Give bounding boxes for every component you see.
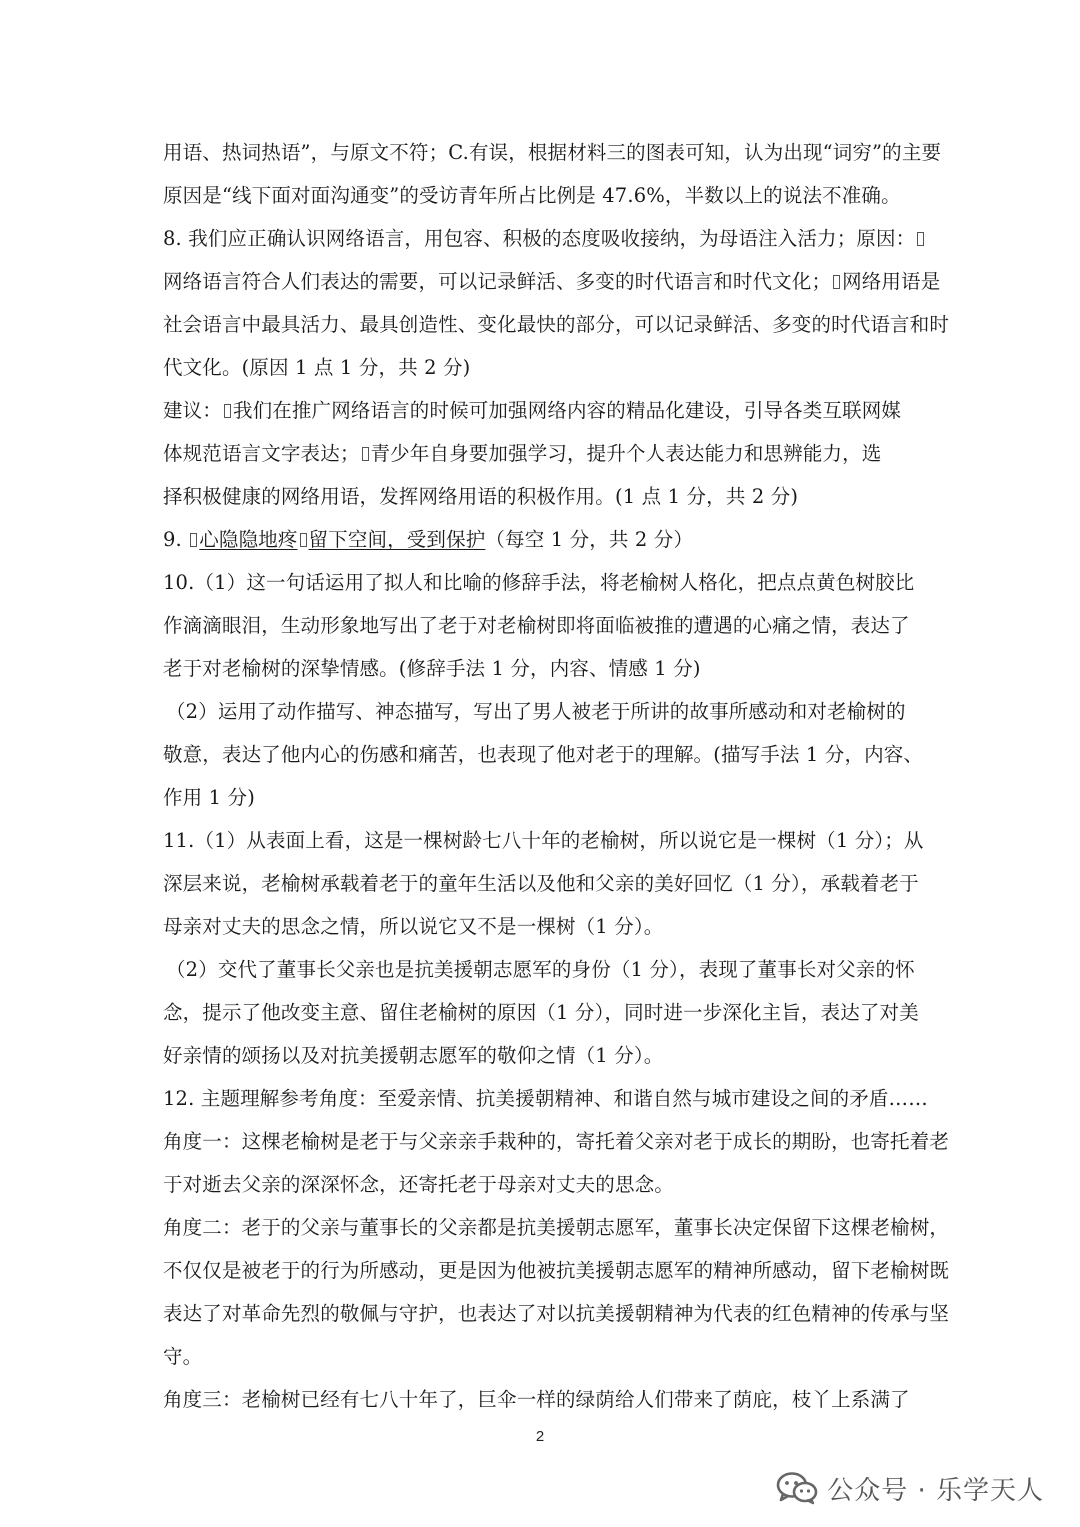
line-segment: 9. — [163, 528, 189, 551]
text-line: （2）运用了动作描写、神态描写，写出了男人被老于所讲的故事所感动和对老榆树的 — [166, 700, 906, 723]
wechat-icon — [775, 1471, 819, 1505]
text-line: 敬意，表达了他内心的伤感和痛苦，也表现了他对老于的理解。(描写手法 1 分，内容、 — [163, 743, 924, 766]
line-segment: 青少年自身要加强学习，提升个人表达能力和思辨能力，选 — [370, 442, 882, 465]
page-number: 2 — [535, 1428, 545, 1445]
text-line: 11.（1）从表面上看，这是一棵树龄七八十年的老榆树，所以说它是一棵树（1 分）；从 — [163, 829, 924, 852]
line-segment: 网络用语是 — [842, 270, 941, 293]
text-line: 深层来说，老榆树承载着老于的童年生活以及他和父亲的美好回忆（1 分），承载着老于 — [163, 872, 919, 895]
text-line: 于对逝去父亲的深深怀念，还寄托老于母亲对丈夫的思念。 — [163, 1173, 674, 1196]
text-line — [163, 226, 923, 252]
line-segment: （每空 1 分，共 2 分） — [485, 528, 694, 551]
text-line: 10.（1）这一句话运用了拟人和比喻的修辞手法，将老榆树人格化，把点点黄色树胶比 — [163, 571, 915, 594]
line-segment: 建议： — [163, 399, 222, 422]
text-line: 社会语言中最具活力、最具创造性、变化最快的部分，可以记录鲜活、多变的时代语言和时 — [163, 313, 950, 336]
text-line: 老于对老榆树的深挚情感。(修辞手法 1 分，内容、情感 1 分) — [163, 657, 701, 680]
text-line — [163, 398, 923, 424]
text-line: 作滴滴眼泪，生动形象地写出了老于对老榆树即将面临被推的遭遇的心痛之情，表达了 — [163, 614, 910, 637]
placeholder-box — [190, 533, 197, 547]
text-line: 角度一：这棵老榆树是老于与父亲亲手栽种的，寄托着父亲对老于成长的期盼，也寄托着老 — [163, 1130, 950, 1153]
placeholder-box — [917, 232, 924, 246]
line-segment: 我们在推广网络语言的时候可加强网络内容的精品化建设，引导各类互联网媒 — [232, 399, 902, 422]
answer-8-text: 8. 我们应正确认识网络语言，用包容、积极的态度吸收接纳，为母语注入活力；原因： — [163, 227, 916, 250]
text-line: 角度三：老榆树已经有七八十年了，巨伞一样的绿荫给人们带来了荫庇，枝丫上系满了 — [163, 1388, 910, 1411]
text-line: 用语、热词热语”，与原文不符；C.有误，根据材料三的图表可知，认为出现“词穷”的主要 — [163, 141, 942, 164]
text-line: （2）交代了董事长父亲也是抗美援朝志愿军的身份（1 分），表现了董事长对父亲的怀 — [166, 958, 915, 981]
answer-9-blank-1: 心隐隐地疼 — [199, 528, 298, 551]
text-line: 守。 — [163, 1345, 203, 1368]
text-line — [163, 527, 923, 553]
placeholder-box — [362, 447, 369, 461]
watermark-text: 公众号 · 乐学天人 — [827, 1475, 1044, 1506]
placeholder-box — [224, 404, 231, 418]
text-line — [163, 269, 941, 295]
text-line: 作用 1 分) — [163, 786, 255, 809]
answer-9-blank-2: 留下空间，受到保护 — [308, 528, 486, 551]
text-line: 原因是“线下面对面沟通变”的受访青年所占比例是 47.6%，半数以上的说法不准确。 — [163, 184, 901, 207]
watermark — [775, 1468, 1044, 1508]
text-line: 念，提示了他改变主意、留住老榆树的原因（1 分），同时进一步深化主旨，表达了对美 — [163, 1001, 919, 1024]
text-line: 表达了对革命先烈的敬佩与守护，也表达了对以抗美援朝精神为代表的红色精神的传承与坚 — [163, 1302, 950, 1325]
placeholder-box — [833, 275, 840, 289]
text-line — [163, 441, 923, 467]
text-line: 不仅仅是被老于的行为所感动，更是因为他被抗美援朝志愿军的精神所感动，留下老榆树既 — [163, 1259, 950, 1282]
text-line: 择积极健康的网络用语，发挥网络用语的积极作用。(1 点 1 分，共 2 分) — [163, 485, 799, 508]
text-line: 好亲情的颂扬以及对抗美援朝志愿军的敬仰之情（1 分）。 — [163, 1044, 664, 1067]
placeholder-box — [300, 533, 307, 547]
line-segment: 网络语言符合人们表达的需要，可以记录鲜活、多变的时代语言和时代文化； — [163, 270, 832, 293]
text-line: 12. 主题理解参考角度：至爱亲情、抗美援朝精神、和谐自然与城市建设之间的矛盾…… — [163, 1087, 928, 1110]
text-line: 母亲对丈夫的思念之情，所以说它又不是一棵树（1 分）。 — [163, 915, 664, 938]
text-line: 代文化。(原因 1 点 1 分，共 2 分) — [163, 356, 471, 379]
line-segment: 体规范语言文字表达； — [163, 442, 360, 465]
text-line: 角度二：老于的父亲与董事长的父亲都是抗美援朝志愿军，董事长决定保留下这棵老榆树， — [163, 1216, 950, 1239]
